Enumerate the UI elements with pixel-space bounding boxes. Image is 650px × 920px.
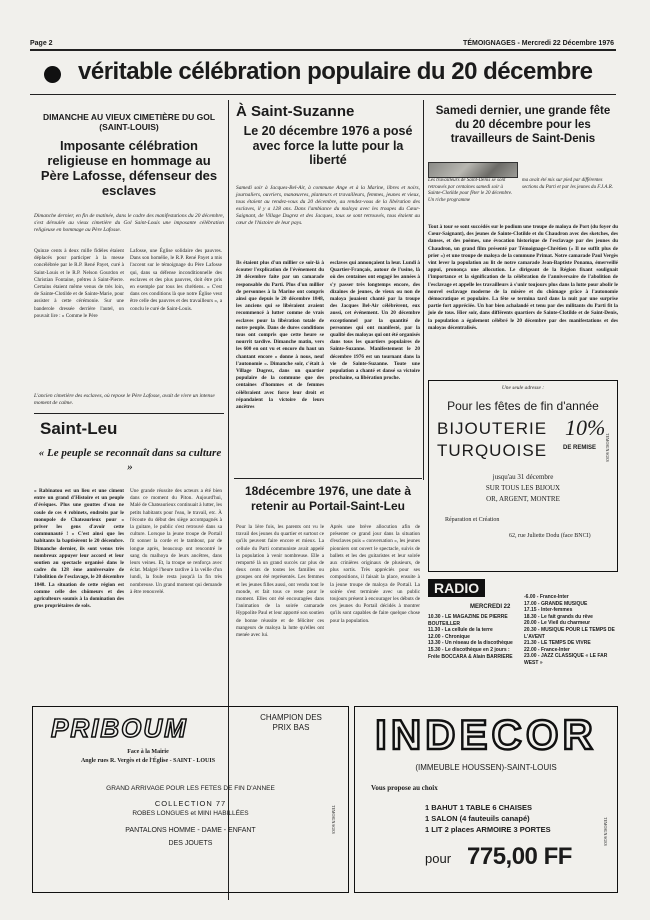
radio-entry: -6.00 - France-Inter [524,594,569,600]
ad-price: 775,00 FF [467,843,572,870]
article-text: Une grande réussite des acteurs a été bien dans ce moment du Piton. Aujourd'hui, Malé de Chateaurieux continuait à lutter, les petits habitants pour l'eau, le travail, etc. À l'écoute du début des siège accompagnés à la guitare, le public s'est retrouvé dans sa culture. Lorsque la jeune troupe de Portail fit sonner la corde et le tambour, par de longue après, beaucoup ont rencontré le sang du malhoya de leurs ancêtres, dans leurs veines. Et, la troupe se renforça avec éclat. Malgré l'heure tardive à la veille d'un lundi, la foule resta jusqu'à la fin très nombreuse. Un grand moment qui demande à être renouvelé. [130,488,222,595]
ad-text: ROBES LONGUES et MINI HABILLÉES [132,810,249,817]
ad-text: Vous propose au choix [371,784,438,792]
radio-entry: 13.30 - Un réseau de la discothèque [428,640,513,647]
article-text: Quinze cents à deux mille fidèles étaient déplacés pour participer à la messe concélébrée par le R.P. René Payet, curé à Saint-Louis et le R.P. Nelson Gourdon et Christian Fontaine, prêtres à Saint-Pierre. Certains étaient même venus de très loin, de Sainte-Clotilde et de Sainte-Marie, pour assister à cette cérémonie. Sur une banderole dressée derrière l'autel, on pouvait lire : « Comme le Père [34,248,124,319]
radio-schedule-right [524,594,618,667]
ad-indecor [354,706,618,893]
headline-saintdenis: Samedi dernier, une grande fête du 20 décembre pour les travailleurs de Saint-Denis [435,105,611,145]
article-text: « Rabinatou est un lieu et une ciment entre un grand d'Histoire et un peuple d'évêques. Plus une gouttes d'eau ne coule de ces 4 robinets, endroits par le monopole de Chateaurieux pour « priver les gens d'avoir cette communauté ! » C'est ainsi que les habitants la baptisèrent le 20 décembre. Dimanche dernier, ils sont venus très nombreux appuyer leur accord et leur soutien au spectacle organisé dans le cadre du 128 ème anniversaire de l'abolition de l'esclavage, le 20 décembre 1848. La situation de cette région est comme celle des chômeurs et des agriculteurs soumis à la domination des gros propriétaires de sols. [34,488,124,610]
ad-priboum [32,706,349,893]
ad-text: GRAND ARRIVAGE POUR LES FETES DE FIN D'ANNEE [106,785,275,792]
banner-headline: véritable célébration populaire du 20 décembre [78,58,593,85]
ad-brand: PRIBOUM [51,713,188,743]
ad-text: Face à la Mairie [127,749,169,755]
section-rule [234,478,422,479]
ad-bijouterie [428,380,618,572]
ad-text: PANTALONS HOMME - DAME - ENFANT [125,827,256,834]
photo-caption: Les travailleurs de Saint-Denis se sont retrouvés par centaines samedi soir à Sainte-Clotilde pour fêter le 20 décembre. Un riche programme [428,178,513,203]
radio-title: RADIO [428,579,485,597]
bullet-icon [44,66,61,83]
column-rule [423,100,424,480]
ad-text: jusqu'au 31 décembre [492,473,554,481]
ad-address: 62, rue Juliette Dodu (face BNCI) [509,533,591,539]
ad-text: SUR TOUS LES BIJOUX [485,484,561,492]
radio-schedule-left [428,614,518,660]
headline-saintleu: « Le peuple se reconnaît dans sa culture » [38,447,222,473]
page-number: Page 2 [30,40,53,47]
radio-entry: 17.00 - GRANDE MUSIQUE [524,600,588,607]
ad-text: Réparation et Création [445,517,500,523]
headline-suzanne: Le 20 décembre 1976 a posé avec force la lutte pour la liberté [243,124,413,167]
ad-side-text: TEMOIGNAGES [603,817,608,846]
photo [428,162,518,178]
ad-address: (IMMEUBLE HOUSSEN)-SAINT-LOUIS [415,763,557,772]
radio-entry: 20.00 - Le Vieil du charmeur [524,620,591,627]
ad-side-text: TEMOIGNAGES [331,805,336,834]
article-text: Tout à tour se sont succédés sur le podium une troupe de maloya de Port (du foyer du Cœur-Saignant), des jeunes de Sainte-Clotilde et du Chaudron avec des sketches, des danses, et des poèmes, une évocation historique de l'esclavage par des jeunes du Chaudron, un grand film présenté par Témoignage-Chrétien (« Il ne suffit plus de prier ») et une troupe de maloya de la commune Primat. Notre camarade Paul Vergès vint lever la population au lit de notre camarade Jean-Baptiste Ponama, émerveillé appui, prononça une allocution. Le dirigeant de la Région fixant soulignait l'importance et la signification de la célébration de l'anniversaire de l'abolition de l'esclavage et appelle les travailleurs à s'unir toujours plus dans la lutte pour abolir le nouvel esclavage moderne de la misère et du chômage grâce à l'autonomie démocratique et populaire. La fête se termina tard dans la nuit par une surprise partie fort appréciée. Un bar bien achalandé et tenu par des militants du Parti fit la joie de tous. Hier soir, dans différents quartiers de Sainte-Clotilde et de Saint-Denis, la population a également célébré le 20 décembre par des manifestations et des maloyas décentralisés. [428,224,618,331]
radio-entry: 21.30 - LE TEMPS DE VIVRE [524,640,591,647]
radio-entry: 11.30 - La cellule de la terre [428,627,493,634]
radio-entry: 18.30 - Le fait grands du rêve [524,613,593,620]
section-title: Saint-Leu [40,419,118,438]
radio-entry: 20.30 - MUSIQUE POUR LE TEMPS DE L'AVENT [524,626,615,640]
ad-side-text: TEMOIGNAGES [605,433,610,462]
radio-entry: 12.00 - Chronique [428,633,470,640]
section-title: À Saint-Suzanne [236,103,355,120]
ad-text: DES JOUETS [168,840,213,847]
intro-lafosse: Dimanche dernier, en fin de matinée, dans le cadre des manifestations du 20 décembre, s'est déroulée au vieux cimetière du Gol Saint-Louis une imposante célébration religieuse en hommage au Père Lafosse. [34,213,224,233]
ad-discount: 10% [565,415,606,440]
photo-caption: L'ancien cimetière des esclaves, où repose le Père Lafosse, avait de vivre un intense moment de calme. [34,393,215,406]
radio-header [428,580,485,598]
ad-text: pour [425,851,452,866]
radio-entry: 22.00 - France-Inter [524,646,570,653]
ad-address: Angle rues R. Vergès et de l'Église - SAINT - LOUIS [80,758,216,764]
radio-day: MERCREDI 22 [470,604,511,610]
article-text: Pour la 1ère fois, les parents ont vu le travail des jeunes du quartier et surtout ce qu'ils peuvent faire encore et mieux. La cellule du Parti communiste avait appelé la population à venir nombreuse. Elle a remporté là un grand succès car plus de deux cents de toutes les familles ou groupes ont été représentés. Les femmes et les jeunes filles aussi, ont vendu tout le monde, et fait tous ce reste pour le moment. Elles ont été encouragées dans l'animation de la soirée camarade Hyppolite Paul et leur apporté son soutien de bonne réussite et de féliciter ces mangeurs de maloya la lutte qu'elles ont menée avec lui. [236,524,324,639]
radio-entry: 23.00 - JAZZ CLASSIQUE « LE FAR WEST » [524,653,608,666]
headline-lafosse: Imposante célébration religieuse en hommage au Père Lafosse, défenseur des esclaves [40,138,218,198]
ad-text: Une seule adresse : [501,385,545,391]
article-text: Après une brève allocution afin de présenter ce grand jour dans la situation d'esclaves puis « conversation », les jeunes pionniers ont ouvert le spectacle, suivis de ballets et les des guitaristes et leur soirée aux crinières originaux de plusieurs, de plus sortis. Très appréciés pour ses compositions, il faisait la place, ensuite à la jeune troupe de maloya de Portail. La soirée s'est terminée avec un public toujours présent à encourager les débuts de ces jeunes du Portail décidés à montrer qu'ils sont capables de faire quelque chose pour la population. [330,524,420,624]
ad-text: Pour les fêtes de fin d'année [447,399,599,413]
article-text: Lafosse, une Église solidaire des pauvres. Dans son homélie, le R.P. René Payet a mis l'accent sur le témoignage du Père Lafosse qui, dans sa défense inconditionnelle des esclaves et des plus pauvres, doit être pris en exemple par tous les chrétiens. « C'est dans ces conditions là que notre Église veut être celle des pauvres et des travailleurs », a conclu le curé de Saint-Louis. [130,248,222,312]
ad-text: 1 SALON (4 fauteuils canapé) [425,814,530,823]
ad-brand: INDECOR [375,711,597,758]
radio-entry: 17.15 - Inter-femmes [524,607,573,614]
kicker: DIMANCHE AU VIEUX CIMETIÈRE DU GOL (SAINT-LOUIS) [42,112,216,132]
article-text: esclaves qui annonçaient la leur. Lundi à Quartier-Français, autour de l'usine, là où des centaines ont engagé les années à s'y passer très longtemps encore, des dizaines de jeunes, de vieux ou non de maloya jouaient chanté par la troupe des Jacques Bel-Air célébrèrent, eux aussi, cet événement. Un 20 décembre exceptionnel par la quantité de personnes qui ont manifesté, par la qualité des maloyas qui ont été organisés dans tous les quartiers populaires de Sainte-Suzanne. Manifestement le 20 décembre 1976 est un tournant dans la vie de Sainte-Suzanne. Toute une population a chanté et dansé sa victoire prochaine, sa libération proche. [330,260,420,382]
photo-caption: ma avait été mis sur pied par différentes sections du Parti et par les jeunes du F.J.A.R. [522,178,614,190]
banner-rule [30,94,616,95]
article-text: Ils étaient plus d'un millier ce soir-là à écouter l'explication de l'événement du 20 décembre faite par un camarade responsable du Parti. Plus d'un millier de personnes à la Marine ont compris ainsi que depuis le 20 décembre 1848, les anciens qui se libéraient avaient recommencé à lutter comme de vrais esclaves pour la libération totale de notre peuple. Dans de dures conditions tous ont compris que cette heure se nourrit tardive. Dimanche matin, vers les 600 en ont vu et encore du haut un chantant encore « donne à nous, neuf l'autonomie ». Dimanche soir, c'était à Village Dugrez, dans un quartier populaire de la commune que des centaines d'hommes et de femmes célébraient avec force leur droit et répandaient la victoire de leurs ancêtres [236,260,324,411]
header-rule [30,49,616,51]
ad-text: CHAMPION DES PRIX BAS [260,713,322,732]
ad-brand: TURQUOISE [437,441,548,460]
ad-text: 1 LIT 2 places ARMOIRE 3 PORTES [425,825,551,834]
radio-entry: 15.30 - Le discothèque en 2 jours : Fréle BOCCARA & Alain BARRIERE [428,646,513,660]
ad-text: OR, ARGENT, MONTRE [486,495,560,503]
intro-suzanne: Samedi soir à Jacques-Bel-Air, à commune Ange et à la Marine, libres et noirs, journaliers, ouvriers, manœuvres, planteurs et travailleurs, femmes, jeunes et vieux, tous étaient au rendez-vous du 20 décembre, au rendez-vous de la libération des esclaves, il y a 128 ans. Dans l'ambiance du maloya avec les troupes du Cœur-Saignant, de Village Dugrez et des Jacques, tous se sont retrouvés, tous étaient au cœur de l'histoire de leur pays. [236,185,420,226]
radio-entry: 10.30 - LE MAGAZINE DE PIERRE BOUTEILLER [428,614,508,627]
paper-date: TÉMOIGNAGES - Mercredi 22 Décembre 1976 [463,40,614,47]
ad-text: COLLECTION 77 [154,799,227,808]
ad-text: DE REMISE [563,445,597,451]
section-rule [34,413,224,414]
ad-text: 1 BAHUT 1 TABLE 6 CHAISES [425,803,532,812]
headline-portail: 18décembre 1976, une date à retenir au Portail-Saint-Leu [244,484,412,513]
ad-brand: BIJOUTERIE [437,419,548,438]
